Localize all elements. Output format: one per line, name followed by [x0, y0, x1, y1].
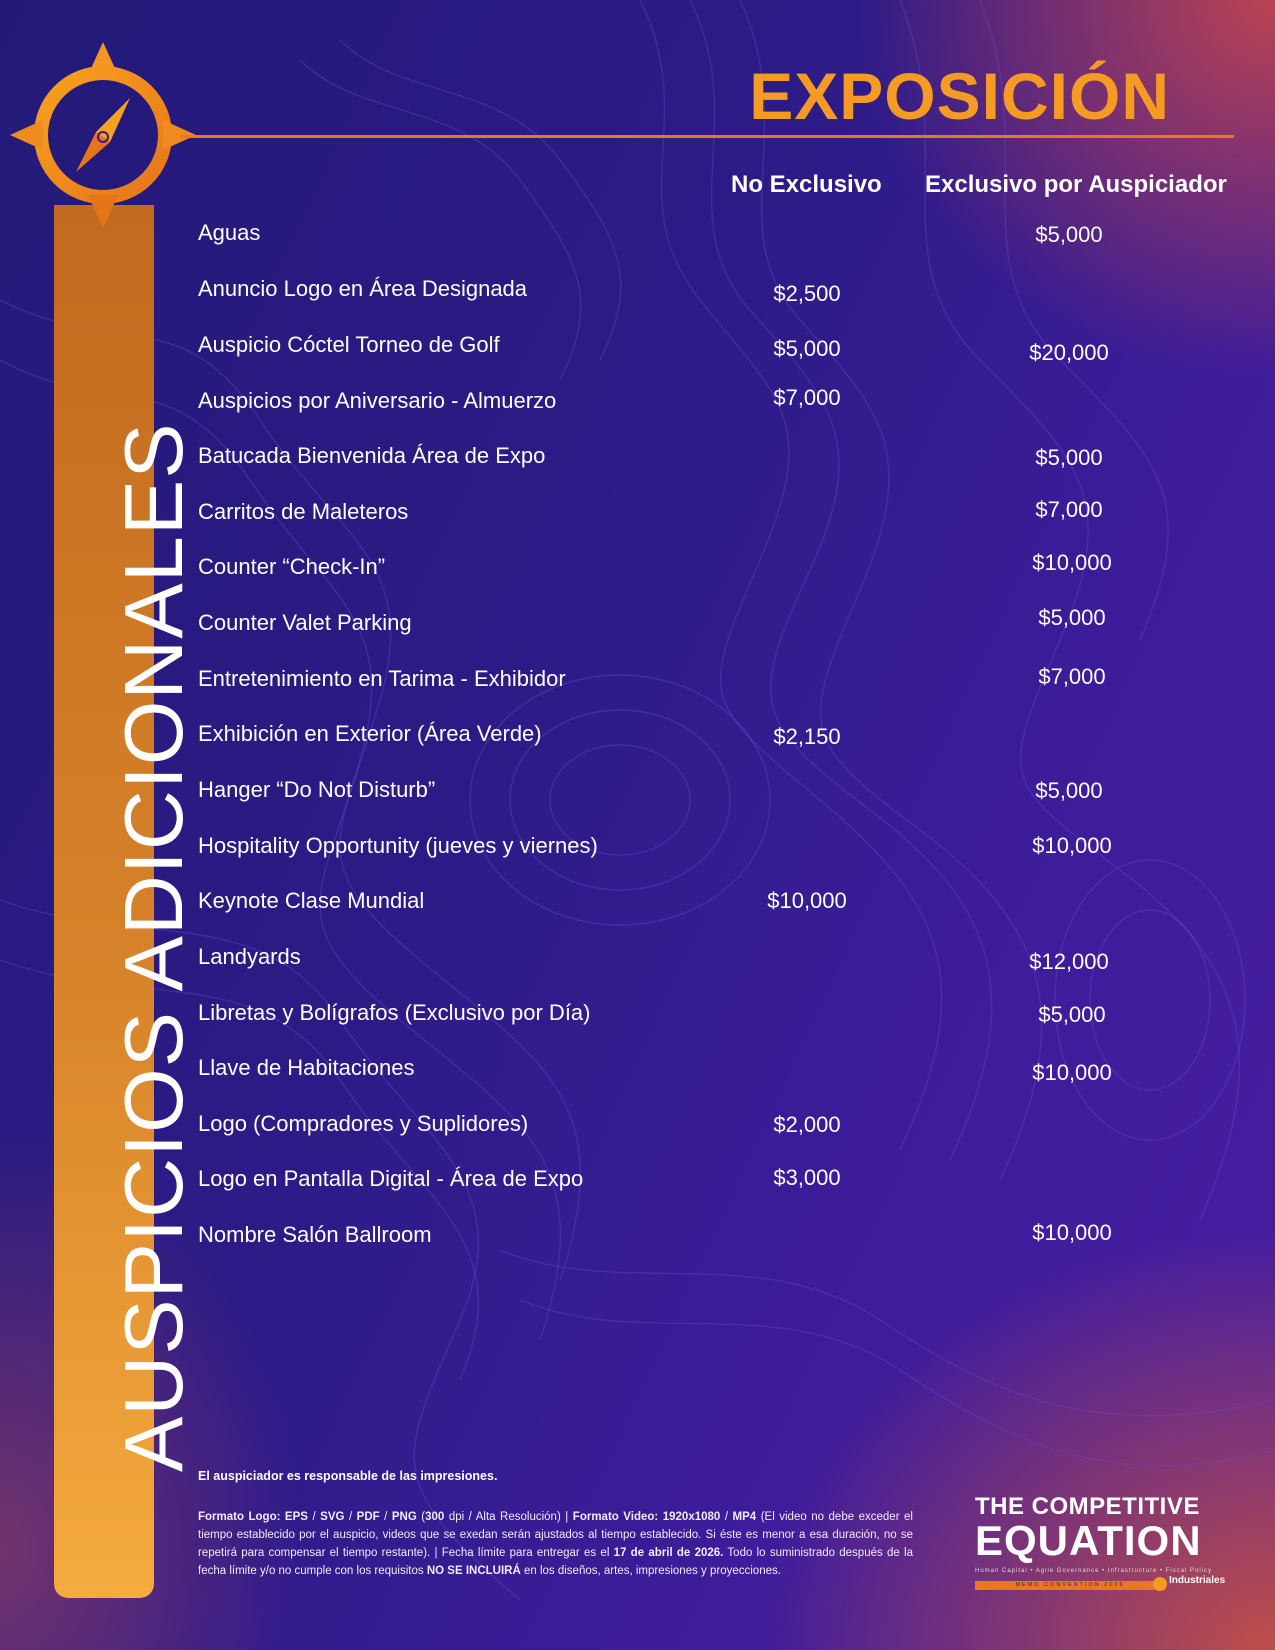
- price-non-exclusive: $7,000: [773, 385, 841, 410]
- price-non-exclusive: $2,500: [773, 281, 841, 306]
- item-name: Entretenimiento en Tarima - Exhibidor: [198, 666, 566, 691]
- page-title: EXPOSICIÓN: [749, 59, 1170, 133]
- item-name: Libretas y Bolígrafos (Exclusivo por Día): [198, 1000, 591, 1025]
- table-row: [0, 1000, 1275, 1040]
- price-exclusive: $5,000: [1038, 1002, 1106, 1027]
- table-row: [0, 777, 1275, 817]
- price-non-exclusive: $5,000: [773, 336, 841, 361]
- logo-line-2: EQUATION: [975, 1517, 1202, 1564]
- price-exclusive: $10,000: [1032, 1060, 1112, 1085]
- logo-line-1: THE COMPETITIVE: [975, 1493, 1200, 1520]
- price-exclusive: $5,000: [1035, 222, 1103, 247]
- item-name: Counter “Check-In”: [198, 554, 386, 579]
- industriales-logo-icon: [1153, 1577, 1167, 1591]
- title-divider: [180, 135, 1234, 138]
- price-non-exclusive: $2,150: [773, 724, 841, 749]
- price-non-exclusive: $10,000: [767, 888, 847, 913]
- item-name: Carritos de Maleteros: [198, 499, 409, 524]
- table-row: [0, 385, 1275, 428]
- table-row: [0, 550, 1275, 594]
- item-name: Llave de Habitaciones: [198, 1055, 415, 1080]
- item-name: Logo en Pantalla Digital - Área de Expo: [198, 1166, 584, 1191]
- format-video-mp4: MP4: [732, 1511, 757, 1523]
- price-exclusive: $12,000: [1029, 949, 1109, 974]
- price-exclusive: $5,000: [1038, 605, 1106, 630]
- table-row: [0, 220, 1275, 260]
- item-name: Exhibición en Exterior (Área Verde): [198, 721, 542, 746]
- format-logo-pdf: PDF: [356, 1511, 380, 1523]
- item-name: Auspicios por Aniversario - Almuerzo: [198, 388, 557, 413]
- logo-convention-bar: MEMO CONVENTION 2026: [975, 1581, 1165, 1590]
- logo-org-name: Industriales: [1169, 1575, 1226, 1586]
- table-row: [0, 1222, 1275, 1262]
- item-name: Keynote Clase Mundial: [198, 888, 425, 913]
- deadline-date: 17 de abril de 2026.: [613, 1547, 724, 1559]
- item-name: Landyards: [198, 944, 301, 969]
- item-name: Auspicio Cóctel Torneo de Golf: [198, 332, 500, 357]
- logo-tagline: Human Capital • Agile Governance • Infrastructure • Fiscal Policy: [975, 1568, 1213, 1574]
- table-row: [0, 1055, 1275, 1095]
- table-row: [0, 888, 1275, 928]
- table-row: [0, 944, 1275, 984]
- price-exclusive: $7,000: [1038, 664, 1106, 689]
- footnote-title: El auspiciador es responsable de las impresiones.: [198, 1469, 498, 1483]
- item-name: Nombre Salón Ballroom: [198, 1222, 432, 1247]
- item-name: Hospitality Opportunity (jueves y viernes): [198, 833, 598, 858]
- format-video-label: Formato Video: 1920x1080: [572, 1511, 721, 1523]
- table-row: [0, 443, 1275, 483]
- video-text: (El video no debe exceder el tiempo establecido por el auspicio, videos que se exedan serán ajustados al tiempo establecido. Si éste es menor a esa duración, no se repetirá para compensar el tiempo restante). | Fecha límite para entregar es el: [198, 1511, 913, 1559]
- price-exclusive: $7,000: [1035, 497, 1103, 522]
- item-name: Logo (Compradores y Suplidores): [198, 1111, 529, 1136]
- table-row: [0, 1166, 1275, 1206]
- dpi-text: dpi / Alta Resolución: [448, 1511, 557, 1523]
- table-row: [0, 276, 1275, 316]
- price-non-exclusive: $2,000: [773, 1112, 841, 1137]
- not-included-label: NO SE INCLUIRÁ: [426, 1565, 521, 1577]
- column-header-non-exclusive: No Exclusivo: [731, 171, 882, 198]
- table-row: [0, 1111, 1275, 1151]
- table-row: [0, 833, 1275, 873]
- item-name: Hanger “Do Not Disturb”: [198, 777, 436, 802]
- table-row: [0, 721, 1275, 761]
- column-header-exclusive: Exclusivo por Auspiciador: [925, 171, 1227, 198]
- dpi-value: 300: [425, 1511, 445, 1523]
- item-name: Batucada Bienvenida Área de Expo: [198, 443, 546, 468]
- after-deadline-text: Todo lo suministrado después de la fecha límite y/o no cumple con los requisitos: [198, 1547, 913, 1577]
- table-row: [0, 332, 1275, 372]
- price-exclusive: $5,000: [1035, 445, 1103, 470]
- price-exclusive: $10,000: [1032, 833, 1112, 858]
- price-exclusive: $20,000: [1029, 340, 1109, 365]
- format-logo-svg: SVG: [320, 1511, 345, 1523]
- item-name: Anuncio Logo en Área Designada: [198, 276, 528, 301]
- event-logo: [975, 1493, 1226, 1608]
- format-logo-label: Formato Logo: EPS: [198, 1511, 308, 1523]
- table-row: [0, 605, 1275, 650]
- tail-text: en los diseños, artes, impresiones y proyecciones.: [523, 1565, 781, 1577]
- price-exclusive: $10,000: [1032, 550, 1112, 575]
- side-banner-title: AUSPICIOS ADICIONALES: [107, 422, 200, 1472]
- table-row: [0, 499, 1275, 539]
- item-name: Counter Valet Parking: [198, 610, 412, 635]
- price-exclusive: $5,000: [1035, 778, 1103, 803]
- item-name: Aguas: [198, 220, 261, 245]
- price-non-exclusive: $3,000: [773, 1165, 841, 1190]
- compass-icon: [8, 40, 198, 230]
- price-exclusive: $10,000: [1032, 1220, 1112, 1245]
- table-row: [0, 666, 1275, 706]
- footnote-text: Formato Logo: EPS / SVG / PDF / PNG (300 dpi / Alta Resolución) | Formato Video: 1920x1080 / MP4 (El video no debe exceder el tiempo establecido por el auspicio, videos que se exedan serán ajustados al tiempo establecido. Si éste es menor a esa duración, no se repetirá para compensar el tiempo restante). | Fecha límite para entregar es el 17 de abril de 2026. Todo lo suministrado después de la fecha límite y/o no cumple con los requisitos NO SE INCLUIRÁ en los diseños, artes, impresiones y proyecciones.: [198, 1511, 913, 1577]
- format-logo-png: PNG: [391, 1511, 417, 1523]
